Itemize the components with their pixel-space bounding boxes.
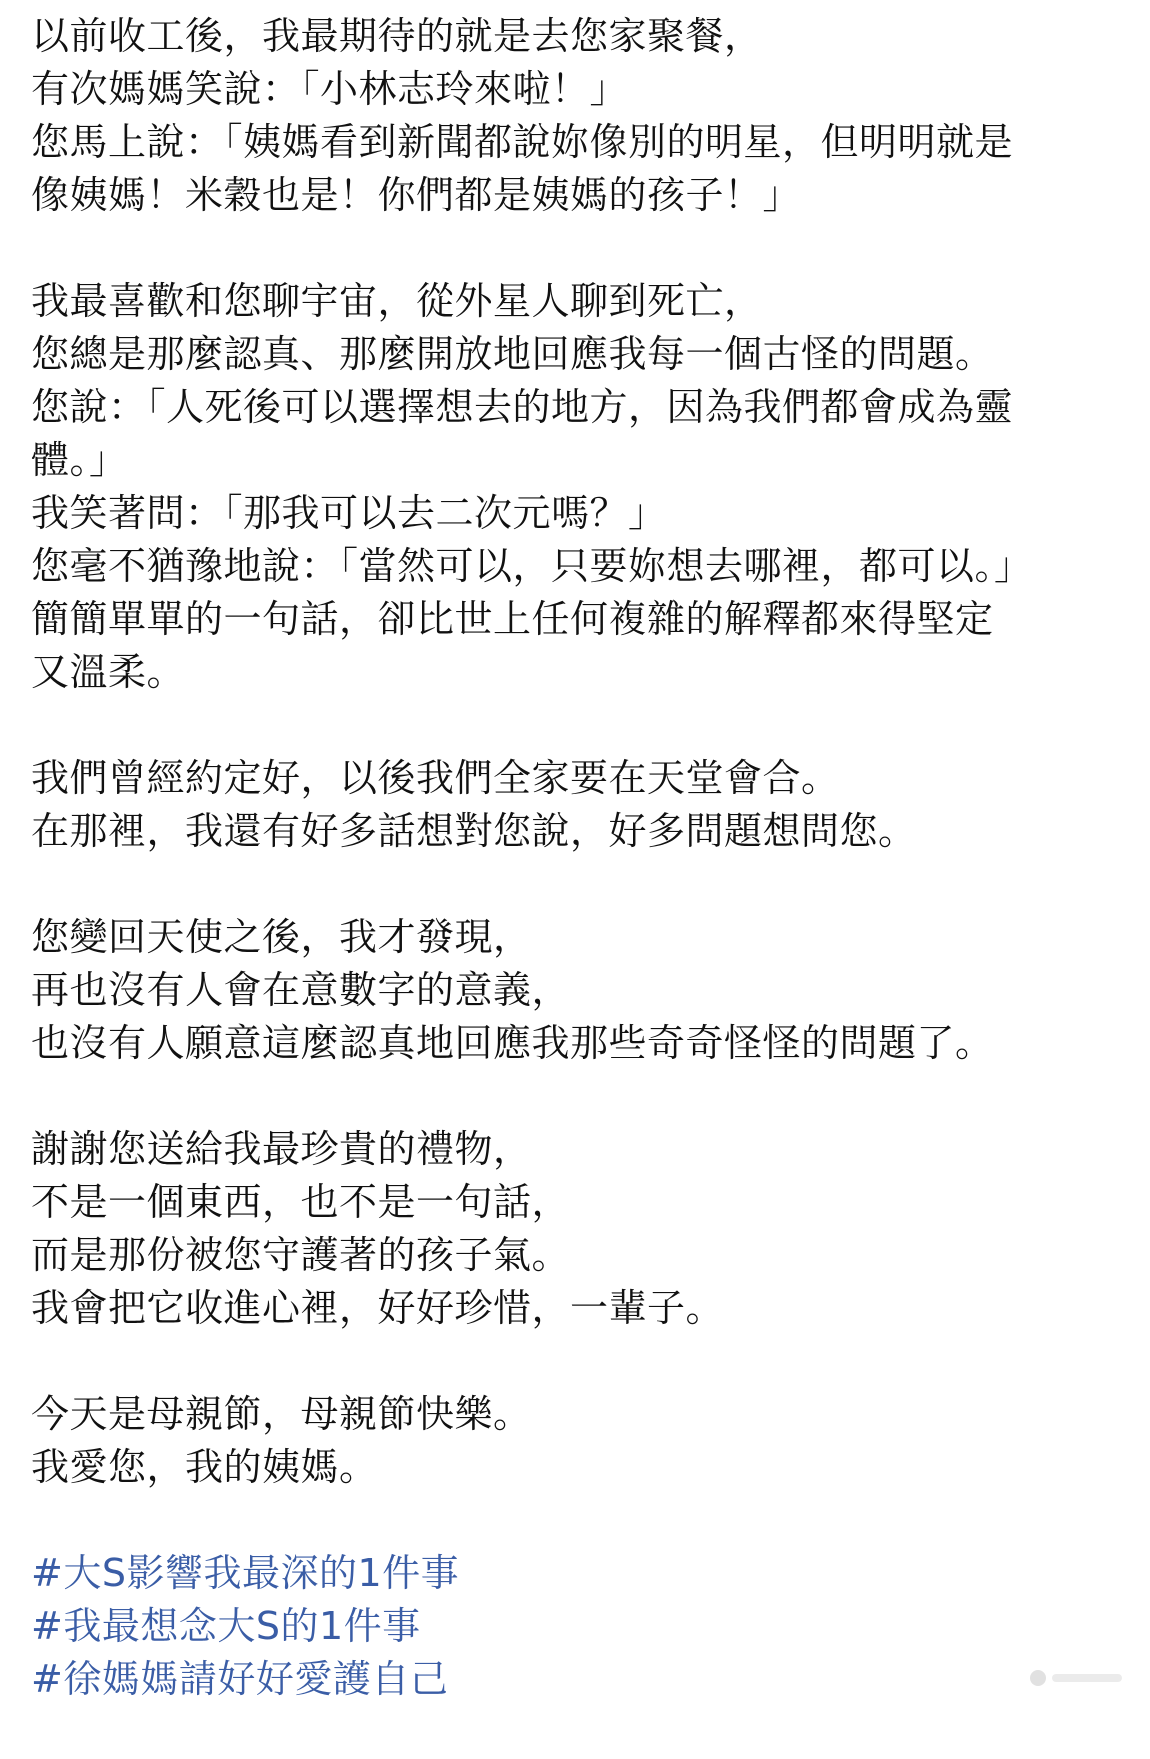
text-line: 謝謝您送給我最珍貴的禮物， xyxy=(31,1127,532,1171)
text-line: 我愛您，我的姨媽。 xyxy=(31,1445,378,1489)
hashtag-link[interactable]: #我最想念大S的1件事 xyxy=(31,1604,421,1648)
text-line: 您馬上說：「姨媽看到新聞都說妳像別的明星，但明明就是 xyxy=(31,120,1014,164)
text-line: 我笑著問：「那我可以去二次元嗎？」 xyxy=(31,491,667,535)
text-line: 您總是那麼認真、那麼開放地回應我每一個古怪的問題。 xyxy=(31,332,994,376)
post-body xyxy=(31,10,1121,1759)
hashtag-list xyxy=(31,1547,1121,1706)
paragraph-6 xyxy=(31,1388,1121,1494)
watermark-logo xyxy=(1030,1670,1122,1686)
text-line: 再也沒有人會在意數字的意義， xyxy=(31,968,571,1012)
paragraph-4 xyxy=(31,911,1121,1070)
watermark-mark xyxy=(1052,1674,1122,1682)
text-line: 不是一個東西，也不是一句話， xyxy=(31,1180,571,1224)
text-line: 有次媽媽笑說：「小林志玲來啦！」 xyxy=(31,67,629,111)
hashtag-link[interactable]: #徐媽媽請好好愛護自己 xyxy=(31,1657,449,1701)
text-line: 像姨媽！米穀也是！你們都是姨媽的孩子！」 xyxy=(31,173,802,217)
hashtag-link[interactable]: #大S影響我最深的1件事 xyxy=(31,1551,460,1595)
text-line: 也沒有人願意這麼認真地回應我那些奇奇怪怪的問題了。 xyxy=(31,1021,994,1065)
text-line: 您毫不猶豫地說：「當然可以，只要妳想去哪裡，都可以。」 xyxy=(31,544,1033,588)
text-line: 在那裡，我還有好多話想對您說，好多問題想問您。 xyxy=(31,809,917,853)
text-line: 我最喜歡和您聊宇宙，從外星人聊到死亡， xyxy=(31,279,763,323)
text-line: 我會把它收進心裡，好好珍惜，一輩子。 xyxy=(31,1286,725,1330)
paragraph-3 xyxy=(31,752,1121,858)
watermark-icon xyxy=(1030,1670,1046,1686)
text-line: 體。」 xyxy=(31,438,128,482)
paragraph-1 xyxy=(31,10,1121,222)
paragraph-2 xyxy=(31,275,1121,699)
text-line: 您變回天使之後，我才發現， xyxy=(31,915,532,959)
paragraph-5 xyxy=(31,1123,1121,1335)
text-line: 我們曾經約定好，以後我們全家要在天堂會合。 xyxy=(31,756,840,800)
text-line: 而是那份被您守護著的孩子氣。 xyxy=(31,1233,571,1277)
text-line: 今天是母親節，母親節快樂。 xyxy=(31,1392,532,1436)
text-line: 簡簡單單的一句話，卻比世上任何複雜的解釋都來得堅定 xyxy=(31,597,994,641)
text-line: 您說：「人死後可以選擇想去的地方，因為我們都會成為靈 xyxy=(31,385,1014,429)
text-line: 以前收工後，我最期待的就是去您家聚餐， xyxy=(31,14,763,58)
text-line: 又溫柔。 xyxy=(31,650,186,694)
